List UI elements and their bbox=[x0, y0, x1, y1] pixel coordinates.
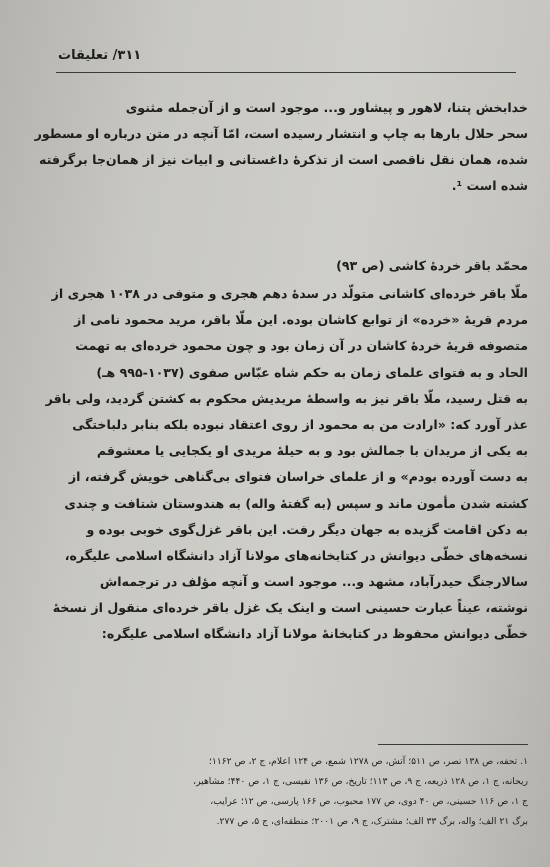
header-divider bbox=[56, 72, 516, 73]
text-line: نوشته، عیناً عبارت حسینی است و اینک یک غزل باقر خرده‌ای منقول از نسخهٔ bbox=[52, 600, 528, 616]
footnote-line: ج ۱، ص ۱۱۶ حسینی، ص ۴۰ دوی، ص ۱۷۷ محبوب، ص ۱۶۶ پارسی، ص ۱۲؛ عرایب، bbox=[210, 796, 528, 807]
text-line: شده است ¹. bbox=[451, 178, 528, 193]
text-line: شده، همان نقل ناقصی است از تذکرهٔ داغستانی و ابیات نیز از همان‌جا برگرفته bbox=[38, 152, 528, 167]
paragraph-1 bbox=[30, 95, 528, 199]
footnote-divider bbox=[378, 744, 528, 745]
footnote-line: ریحانه، ج ۱، ص ۱۲۸ ذریعه، ج ۹، ص ۱۱۳؛ تاریخ، ص ۱۳۶ نفیسی، ج ۱، ص ۴۴۰؛ مشاهیر، bbox=[193, 776, 528, 787]
text-line: خدابخش پتنا، لاهور و پیشاور و... موجود است و از آن‌جمله مثنوی bbox=[125, 100, 528, 115]
text-line: به دکن اقامت گزیده به جهان دیگر رفت. این باقر غزل‌گوی خوبی بوده و bbox=[86, 521, 528, 537]
text-line: به قتل رسید، ملّا باقر نیز به واسطهٔ مریدیش محکوم به کشتن گردید، ولی باقر bbox=[45, 390, 528, 406]
text-line: نسخه‌های خطّی دیوانش در کتابخانه‌های مولانا آزاد دانشگاه اسلامی علیگره، bbox=[64, 547, 528, 563]
footnote-line: ۱. تحفه، ص ۱۳۸ نصر، ص ۵۱۱؛ آتش، ص ۱۲۷۸ شمع، ص ۱۲۴ اعلام، ج ۲، ص ۱۱۶۲؛ bbox=[208, 756, 528, 767]
text-line: عذر آورد که: «ارادت من به محمود از روی اعتقاد نبوده بلکه بنابر دلباختگی bbox=[72, 416, 528, 432]
text-line: متصوفه قریهٔ خردهٔ کاشان در آن زمان بود و چون محمود خرده‌ای به تهمت bbox=[75, 338, 528, 354]
section-heading: محمّد باقر خردهٔ کاشی (ص ۹۳) bbox=[336, 258, 528, 273]
text-line: مردم قریهٔ «خرده» از توابع کاشان بوده. این ملّا باقر، مرید محمود نامی از bbox=[74, 312, 528, 328]
footnote-line: برگ ۲۱ الف؛ واله، برگ ۳۳ الف؛ مشترک، ج ۹، ص ۲۰۰۱؛ منطقه‌ای، ج ۵، ص ۲۷۷. bbox=[216, 816, 528, 827]
text-line: الحاد و به فتوای علمای زمان به حکم شاه عبّاس صفوی (۱۰۳۷-۹۹۵ هـ) bbox=[96, 364, 528, 380]
text-line: به دست آورده بودم» و از علمای خراسان فتوای بی‌گناهی خویش گرفته، از bbox=[68, 469, 528, 485]
text-line: ملّا باقر خرده‌ای کاشانی متولّد در سدهٔ دهم هجری و متوفی در ۱۰۳۸ هجری از bbox=[51, 286, 528, 301]
text-line: به یکی از مریدان با جمالش بود و به حیلهٔ مریدی او یکجایی یا معشوقم bbox=[96, 443, 528, 459]
running-header: ۳۱۱/ تعلیقات bbox=[58, 48, 142, 63]
footnotes bbox=[30, 752, 528, 832]
text-line: سحر حلال بارها به چاپ و انتشار رسیده است، امّا آنچه در متن درباره او مسطور bbox=[34, 126, 528, 141]
text-line: سالارجنگ حیدرآباد، مشهد و... موجود است و آنچه مؤلف در ترجمه‌اش bbox=[99, 574, 528, 590]
text-line: کشته شدن مأمون ماند و سپس (به گفتهٔ واله) به هندوستان شتافت و چندی bbox=[64, 495, 528, 511]
paragraph-2 bbox=[30, 281, 528, 648]
text-line: خطّی دیوانش محفوظ در کتابخانهٔ مولانا آزاد دانشگاه اسلامی علیگره: bbox=[101, 626, 528, 642]
